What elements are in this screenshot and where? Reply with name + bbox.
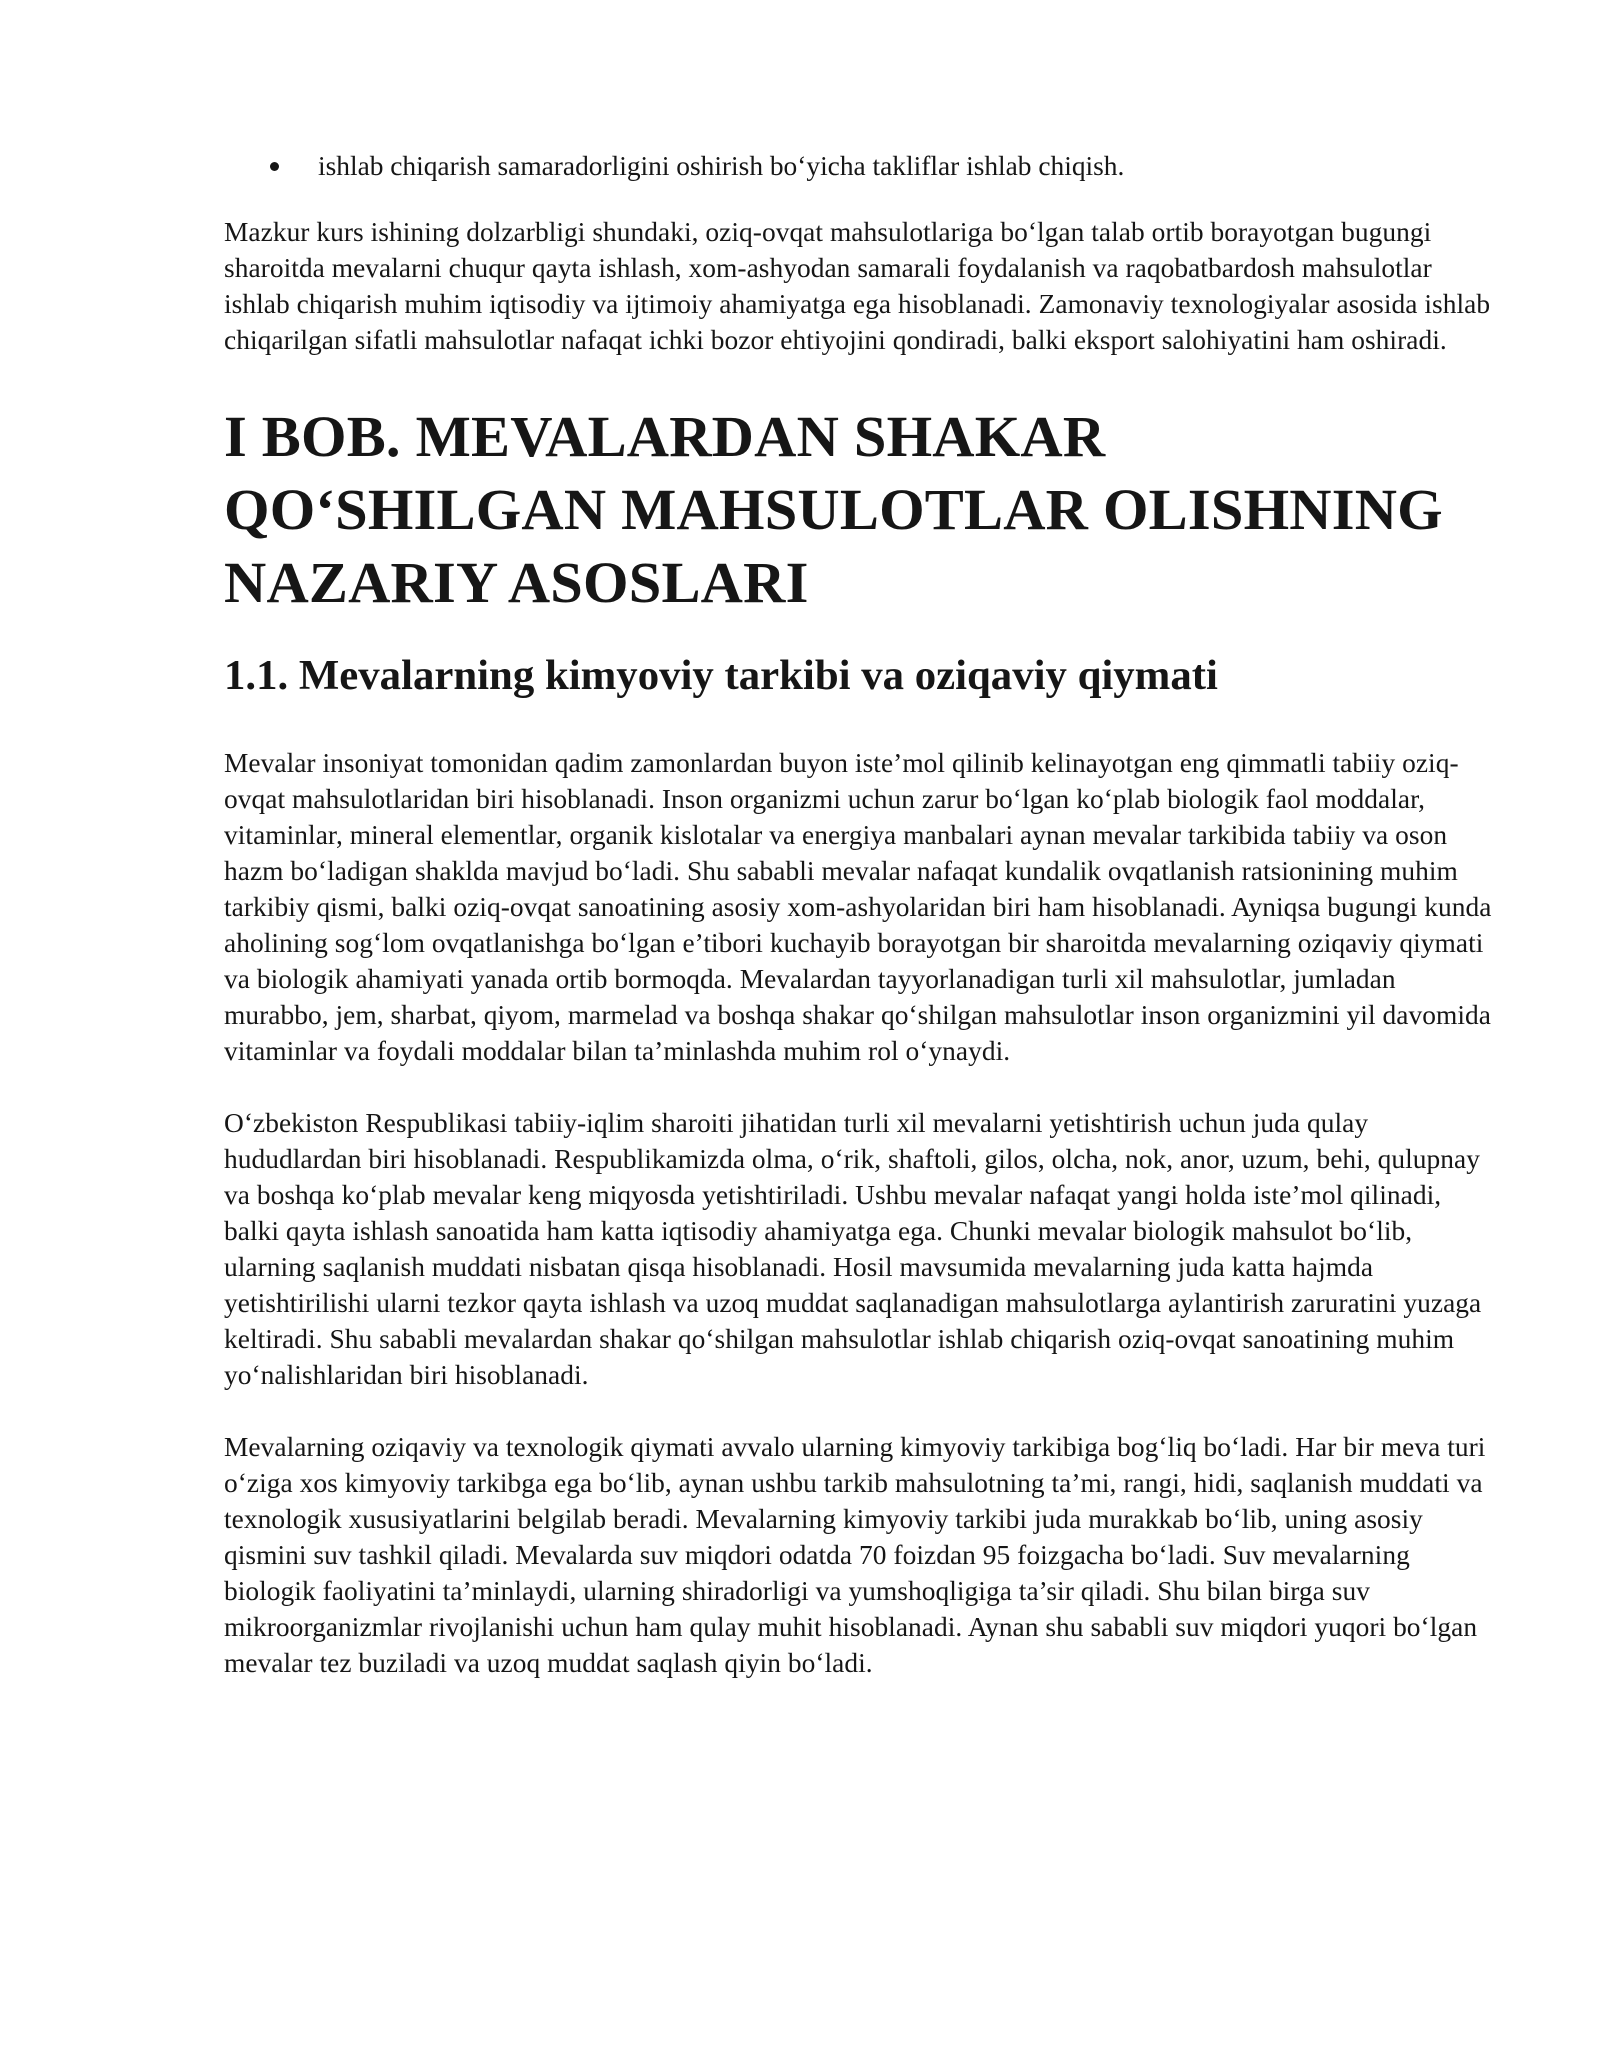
page-content	[224, 148, 1500, 1717]
body-paragraph-3: Mevalarning oziqaviy va texnologik qiymati avvalo ularning kimyoviy tarkibiga bog‘liq bo‘ladi. Har bir meva turi o‘ziga xos kimyoviy tarkibga ega bo‘lib, aynan ushbu tarkib mahsulotning ta’mi, rangi, hidi, saqlanish muddati va texnologik xususiyatlarini belgilab beradi. Mevalarning kimyoviy tarkibi juda murakkab bo‘lib, uning asosiy qismini suv tashkil qiladi. Mevalarda suv miqdori odatda 70 foizdan 95 foizgacha bo‘ladi. Suv mevalarning biologik faoliyatini ta’minlaydi, ularning shiradorligi va yumshoqligiga ta’sir qiladi. Shu bilan birga suv mikroorganizmlar rivojlanishi uchun ham qulay muhit hisoblanadi. Aynan shu sababli suv miqdori yuqori bo‘lgan mevalar tez buziladi va uzoq muddat saqlash qiyin bo‘ladi.	[224, 1432, 1486, 1678]
bullet-text: ishlab chiqarish samaradorligini oshirish bo‘yicha takliflar ishlab chiqish.	[318, 151, 1125, 181]
chapter-title: I BOB. MEVALARDAN SHAKAR QO‘SHILGAN MAHSULOTLAR OLISHNING NAZARIY ASOSLARI	[224, 404, 1443, 615]
bullet-list	[224, 148, 1500, 184]
intro-paragraph: Mazkur kurs ishining dolzarbligi shundaki, oziq-ovqat mahsulotlariga bo‘lgan talab ortib borayotgan bugungi sharoitda mevalarni chuqur qayta ishlash, xom-ashyodan samarali foydalanish va raqobatbardosh mahsulotlar ishlab chiqarish muhim iqtisodiy va ijtimoiy ahamiyatga ega hisoblanadi. Zamonaviy texnologiyalar asosida ishlab chiqarilgan sifatli mahsulotlar nafaqat ichki bozor ehtiyojini qondiradi, balki eksport salohiyatini ham oshiradi.	[224, 217, 1491, 355]
bullet-dot-icon	[270, 162, 279, 171]
section-title: 1.1. Mevalarning kimyoviy tarkibi va oziqaviy qiymati	[224, 652, 1218, 699]
body-paragraph-1: Mevalar insoniyat tomonidan qadim zamonlardan buyon iste’mol qilinib kelinayotgan eng qimmatli tabiiy oziq-ovqat mahsulotlaridan biri hisoblanadi. Inson organizmi uchun zarur bo‘lgan ko‘plab biologik faol moddalar, vitaminlar, mineral elementlar, organik kislotalar va energiya manbalari aynan mevalar tarkibida tabiiy va oson hazm bo‘ladigan shaklda mavjud bo‘ladi. Shu sababli mevalar nafaqat kundalik ovqatlanish ratsionining muhim tarkibiy qismi, balki oziq-ovqat sanoatining asosiy xom-ashyolaridan biri ham hisoblanadi. Ayniqsa bugungi kunda aholining sog‘lom ovqatlanishga bo‘lgan e’tibori kuchayib borayotgan bir sharoitda mevalarning oziqaviy qiymati va biologik ahamiyati yanada ortib bormoqda. Mevalardan tayyorlanadigan turli xil mahsulotlar, jumladan murabbo, jem, sharbat, qiyom, marmelad va boshqa shakar qo‘shilgan mahsulotlar inson organizmini yil davomida vitaminlar va foydali moddalar bilan ta’minlashda muhim rol o‘ynaydi.	[224, 748, 1492, 1066]
bullet-item	[224, 148, 1500, 184]
body-paragraph-2: O‘zbekiston Respublikasi tabiiy-iqlim sharoiti jihatidan turli xil mevalarni yetishtirish uchun juda qulay hududlardan biri hisoblanadi. Respublikamizda olma, o‘rik, shaftoli, gilos, olcha, nok, anor, uzum, behi, qulupnay va boshqa ko‘plab mevalar keng miqyosda yetishtiriladi. Ushbu mevalar nafaqat yangi holda iste’mol qilinadi, balki qayta ishlash sanoatida ham katta iqtisodiy ahamiyatga ega. Chunki mevalar biologik mahsulot bo‘lib, ularning saqlanish muddati nisbatan qisqa hisoblanadi. Hosil mavsumida mevalarning juda katta hajmda yetishtirilishi ularni tezkor qayta ishlash va uzoq muddat saqlanadigan mahsulotlarga aylantirish zaruratini yuzaga keltiradi. Shu sababli mevalardan shakar qo‘shilgan mahsulotlar ishlab chiqarish oziq-ovqat sanoatining muhim yo‘nalishlaridan biri hisoblanadi.	[224, 1108, 1482, 1390]
